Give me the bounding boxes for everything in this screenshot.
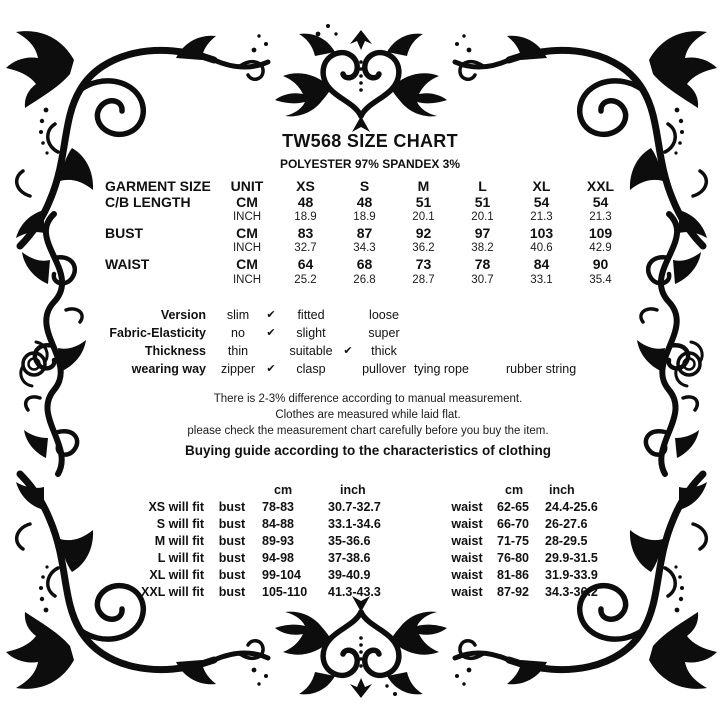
check-icon [340,324,356,342]
fit-size: S will fit [156,517,204,531]
bust-inch: 41.3-43.3 [328,585,381,599]
bust-inch: 37-38.6 [328,551,371,565]
row-label [100,241,218,257]
bust-cm: 89-93 [262,534,294,548]
fit-size: M will fit [154,534,204,548]
bust-cm: 84-88 [262,517,294,531]
size-cell: 33.1 [530,273,553,286]
check-icon: ✔ [266,363,276,375]
attribute-label: Fabric-Elasticity [109,326,206,340]
size-cell: 68 [356,255,373,272]
attribute-option: loose [369,308,399,322]
attribute-option [504,342,634,360]
size-cell: 42.9 [589,242,612,255]
bust-cm: 105-110 [262,585,308,599]
fabric-composition: POLYESTER 97% SPANDEX 3% [279,157,461,171]
attribute-option: slim [226,308,250,322]
bust-cm: 78-83 [262,500,294,514]
unit-cell: CM [236,224,258,241]
attribute-option: thick [371,344,397,358]
waist-label: waist [451,534,483,548]
column-header: GARMENT SIZE [105,178,211,194]
note-line: please check the measurement chart carefully before you buy the item. [187,425,549,437]
waist-inch: 31.9-33.9 [545,568,598,582]
size-cell: 54 [592,193,609,210]
attribute-option: clasp [296,362,326,376]
size-cell: 32.7 [294,242,317,255]
unit-cell: INCH [232,211,262,224]
check-icon: ✔ [266,309,276,321]
size-cell: 87 [356,224,373,241]
size-cell: 64 [297,255,314,272]
cm-header: cm [505,483,524,497]
bust-inch: 39-40.9 [328,568,371,582]
size-cell: 54 [533,193,550,210]
size-cell: 48 [297,193,314,210]
waist-label: waist [451,517,483,531]
column-header: XL [532,178,551,194]
bust-label: bust [218,500,246,514]
waist-cm: 76-80 [497,551,529,565]
unit-cell: CM [236,255,258,272]
fit-size: XS will fit [148,500,204,514]
size-cell: 25.2 [294,273,317,286]
attribute-option: no [231,326,245,340]
attributes-table [100,306,634,378]
measurement-notes [95,391,641,460]
size-cell: 38.2 [471,242,494,255]
attribute-option: tying rope [414,362,469,376]
bust-cm: 94-98 [262,551,294,565]
fit-table-bust [126,482,420,601]
attribute-option: suitable [289,344,333,358]
size-cell: 90 [592,255,609,272]
waist-cm: 81-86 [497,568,529,582]
cm-header: cm [274,483,293,497]
size-cell: 20.1 [412,211,435,224]
fit-size: XL will fit [149,568,204,582]
row-label [100,210,218,226]
size-cell: 21.3 [589,211,612,224]
column-header: S [359,178,370,194]
check-icon [260,342,282,360]
attribute-option [504,324,634,342]
attribute-option: slight [296,326,326,340]
attribute-option: fitted [297,308,325,322]
row-label: C/B LENGTH [105,193,191,210]
size-cell: 84 [533,255,550,272]
unit-cell: CM [236,193,258,210]
column-header: L [478,178,487,194]
waist-cm: 87-92 [497,585,529,599]
bust-label: bust [218,551,246,565]
waist-inch: 28-29.5 [545,534,588,548]
waist-cm: 62-65 [497,500,529,514]
attribute-label: Version [160,308,206,322]
spacer [126,482,206,499]
note-line: There is 2-3% difference according to manual measurement. [213,393,523,405]
fit-size: L will fit [157,551,204,565]
fit-size: XXL will fit [141,585,204,599]
bust-label: bust [218,568,246,582]
size-cell: 92 [415,224,432,241]
bust-inch: 35-36.6 [328,534,371,548]
size-cell: 18.9 [353,211,376,224]
column-header: M [417,178,430,194]
waist-inch: 24.4-25.6 [545,500,598,514]
spacer [445,482,489,499]
waist-label: waist [451,551,483,565]
waist-inch: 29.9-31.5 [545,551,598,565]
waist-label: waist [451,568,483,582]
waist-inch: 34.3-36.2 [545,585,598,599]
inch-header: inch [549,483,575,497]
attribute-option [412,342,504,360]
size-cell: 103 [529,224,554,241]
unit-cell: INCH [232,242,262,255]
note-line: Clothes are measured while laid flat. [275,409,461,421]
attribute-option: pullover [362,362,406,376]
column-header: UNIT [230,178,264,194]
size-cell: 21.3 [530,211,553,224]
bust-label: bust [218,585,246,599]
size-cell: 18.9 [294,211,317,224]
attribute-option: zipper [220,362,256,376]
bust-inch: 33.1-34.6 [328,517,381,531]
row-label: WAIST [105,255,150,272]
waist-inch: 26-27.6 [545,517,588,531]
waist-cm: 71-75 [497,534,529,548]
size-cell: 109 [588,224,613,241]
bust-inch: 30.7-32.7 [328,500,381,514]
bust-cm: 99-104 [262,568,301,582]
size-table [100,179,630,288]
attribute-option: rubber string [506,362,577,376]
check-icon: ✔ [343,345,353,357]
waist-cm: 66-70 [497,517,529,531]
bust-label: bust [218,534,246,548]
size-cell: 35.4 [589,273,612,286]
check-icon [340,360,356,378]
attribute-option [504,306,634,324]
size-cell: 97 [474,224,491,241]
size-cell: 20.1 [471,211,494,224]
row-label: BUST [105,224,144,241]
bust-label: bust [218,517,246,531]
check-icon [340,306,356,324]
size-cell: 30.7 [471,273,494,286]
size-cell: 48 [356,193,373,210]
size-cell: 26.8 [353,273,376,286]
column-header: XXL [586,178,615,194]
waist-label: waist [451,500,483,514]
row-label [100,273,218,289]
check-icon: ✔ [266,327,276,339]
attribute-option: super [368,326,400,340]
buying-guide-title: Buying guide according to the characteristics of clothing [184,443,552,458]
size-cell: 78 [474,255,491,272]
size-cell: 51 [474,193,491,210]
attribute-label: Thickness [144,344,206,358]
attribute-option: thin [227,344,249,358]
inch-header: inch [340,483,366,497]
size-cell: 51 [415,193,432,210]
size-cell: 83 [297,224,314,241]
size-cell: 36.2 [412,242,435,255]
fit-table-waist [445,482,633,601]
waist-label: waist [451,585,483,599]
column-header: XS [296,178,315,194]
size-cell: 28.7 [412,273,435,286]
page-title: TW568 SIZE CHART [282,131,458,151]
unit-cell: INCH [232,273,262,286]
attribute-label: wearing way [131,362,206,376]
attribute-option [412,306,504,324]
size-cell: 73 [415,255,432,272]
size-cell: 34.3 [353,242,376,255]
spacer [206,482,258,499]
size-cell: 40.6 [530,242,553,255]
attribute-option [412,324,504,342]
